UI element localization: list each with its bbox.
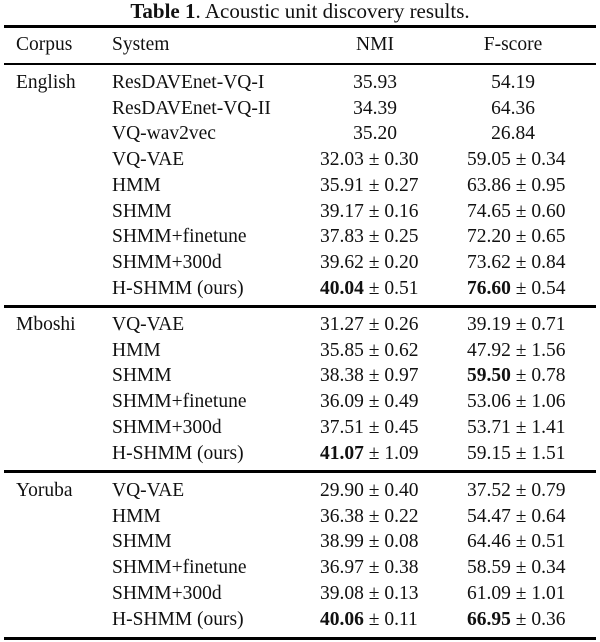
fscore-std: ± 0.84 [510, 251, 566, 273]
fscore-std: ± 1.06 [510, 391, 566, 413]
table-row [0, 607, 600, 633]
nmi-std: ± 0.40 [363, 480, 419, 501]
system-name: VQ-wav2vec [112, 123, 216, 145]
system-name: SHMM+finetune [112, 391, 247, 413]
table-row [0, 312, 600, 338]
table-row [0, 173, 600, 199]
system-name: HMM [112, 174, 161, 196]
nmi-std: ± 0.45 [363, 416, 419, 438]
fscore-mean: 54.47 [467, 505, 511, 527]
table-row [0, 96, 600, 122]
system-name: HMM [112, 505, 161, 527]
fscore-mean: 76.60 [467, 277, 511, 299]
fscore-mean: 47.92 [467, 339, 511, 361]
header-rule [4, 63, 596, 65]
fscore-value [467, 415, 600, 441]
fscore-value [467, 312, 600, 338]
corpus-label: English [16, 72, 76, 93]
table-header [0, 32, 600, 58]
fscore-mean: 37.52 [467, 480, 511, 501]
nmi-std: ± 0.38 [363, 557, 419, 579]
table-row [0, 581, 600, 607]
system-name: H-SHMM (ours) [112, 442, 244, 464]
system-name: SHMM [112, 531, 172, 553]
system-name: SHMM+finetune [112, 557, 247, 579]
group-rule [4, 470, 596, 473]
table-row [0, 250, 600, 276]
nmi-std: ± 0.26 [363, 314, 419, 335]
fscore-value [418, 70, 600, 96]
group-rule [4, 305, 596, 308]
nmi-std: ± 0.11 [363, 608, 418, 630]
table-row [0, 199, 600, 225]
fscore-value [467, 276, 600, 302]
fscore-std: ± 0.54 [510, 277, 566, 299]
nmi-mean: 35.20 [353, 123, 397, 145]
system-name: ResDAVEnet-VQ-I [112, 72, 265, 93]
fscore-mean: 66.95 [467, 608, 511, 630]
table-row [0, 276, 600, 302]
nmi-mean: 35.93 [353, 72, 397, 93]
table-caption [0, 0, 600, 22]
fscore-mean: 26.84 [491, 123, 535, 145]
system-name: SHMM+300d [112, 416, 222, 438]
fscore-value [467, 250, 600, 276]
nmi-std: ± 0.08 [363, 531, 419, 553]
table-row [0, 389, 600, 415]
fscore-std: ± 1.51 [510, 442, 566, 464]
table-row [0, 529, 600, 555]
table-row [0, 70, 600, 96]
nmi-mean: 35.91 [320, 174, 364, 196]
fscore-std: ± 1.41 [510, 416, 566, 438]
header-corpus: Corpus [16, 34, 73, 55]
system-name: H-SHMM (ours) [112, 608, 244, 630]
fscore-value [467, 173, 600, 199]
fscore-std: ± 0.71 [510, 314, 566, 335]
table-row [0, 555, 600, 581]
fscore-mean: 59.05 [467, 149, 511, 171]
fscore-value [467, 338, 600, 364]
fscore-value [467, 441, 600, 467]
fscore-mean: 63.86 [467, 174, 511, 196]
nmi-std: ± 0.13 [363, 582, 419, 604]
fscore-value [467, 147, 600, 173]
table-caption-label: Table 1 [130, 0, 196, 23]
nmi-mean: 36.09 [320, 391, 364, 413]
nmi-std: ± 0.22 [363, 505, 419, 527]
fscore-std: ± 0.65 [510, 226, 566, 248]
table-row [0, 478, 600, 504]
header-nmi: NMI [356, 34, 394, 55]
fscore-std: ± 0.79 [510, 480, 566, 501]
fscore-value [418, 96, 600, 122]
fscore-std: ± 1.01 [510, 582, 566, 604]
fscore-value [467, 581, 600, 607]
fscore-value [467, 555, 600, 581]
system-name: SHMM+finetune [112, 226, 247, 248]
corpus-label: Mboshi [16, 314, 76, 335]
fscore-mean: 53.71 [467, 416, 511, 438]
fscore-mean: 64.36 [491, 97, 535, 119]
fscore-mean: 39.19 [467, 314, 511, 335]
nmi-std: ± 0.49 [363, 391, 419, 413]
system-name: SHMM+300d [112, 582, 222, 604]
fscore-value [467, 607, 600, 633]
corpus-label: Yoruba [16, 480, 73, 501]
nmi-std: ± 0.20 [363, 251, 419, 273]
nmi-mean: 34.39 [353, 97, 397, 119]
table-row [0, 441, 600, 467]
nmi-mean: 31.27 [320, 314, 364, 335]
fscore-std: ± 0.95 [510, 174, 566, 196]
fscore-value [467, 504, 600, 530]
fscore-mean: 74.65 [467, 200, 511, 222]
system-name: SHMM [112, 200, 172, 222]
nmi-std: ± 0.27 [363, 174, 419, 196]
fscore-mean: 73.62 [467, 251, 511, 273]
fscore-mean: 53.06 [467, 391, 511, 413]
system-name: SHMM+300d [112, 251, 222, 273]
fscore-mean: 58.59 [467, 557, 511, 579]
nmi-std: ± 1.09 [363, 442, 419, 464]
nmi-mean: 29.90 [320, 480, 364, 501]
table-row [0, 224, 600, 250]
fscore-value [467, 529, 600, 555]
nmi-std: ± 0.51 [363, 277, 419, 299]
fscore-std: ± 0.78 [510, 365, 566, 387]
system-name: SHMM [112, 365, 172, 387]
nmi-mean: 32.03 [320, 149, 364, 171]
nmi-mean: 40.04 [320, 277, 364, 299]
nmi-std: ± 0.30 [363, 149, 419, 171]
nmi-std: ± 0.16 [363, 200, 419, 222]
fscore-value [467, 478, 600, 504]
fscore-mean: 61.09 [467, 582, 511, 604]
table-caption-text: . Acoustic unit discovery results. [195, 0, 470, 23]
nmi-mean: 37.83 [320, 226, 364, 248]
system-name: VQ-VAE [112, 314, 185, 335]
nmi-mean: 39.62 [320, 251, 364, 273]
nmi-mean: 41.07 [320, 442, 364, 464]
bottom-rule [4, 637, 596, 640]
fscore-value [418, 121, 600, 147]
fscore-std: ± 0.60 [510, 200, 566, 222]
system-name: VQ-VAE [112, 149, 185, 171]
table-row [0, 338, 600, 364]
fscore-std: ± 0.36 [510, 608, 566, 630]
header-fscore: F-score [483, 34, 543, 55]
nmi-mean: 35.85 [320, 339, 364, 361]
fscore-std: ± 0.34 [510, 149, 566, 171]
nmi-std: ± 0.62 [363, 339, 419, 361]
nmi-mean: 39.08 [320, 582, 364, 604]
nmi-mean: 36.38 [320, 505, 364, 527]
fscore-value [467, 224, 600, 250]
fscore-value [467, 389, 600, 415]
header-system: System [112, 34, 170, 55]
table-row [0, 147, 600, 173]
fscore-mean: 59.50 [467, 365, 511, 387]
top-rule [4, 25, 596, 28]
table-row [0, 504, 600, 530]
fscore-std: ± 0.64 [510, 505, 566, 527]
table-row [0, 415, 600, 441]
fscore-mean: 64.46 [467, 531, 511, 553]
fscore-mean: 54.19 [491, 72, 535, 93]
system-name: HMM [112, 339, 161, 361]
system-name: VQ-VAE [112, 480, 185, 501]
nmi-std: ± 0.25 [363, 226, 419, 248]
fscore-std: ± 1.56 [510, 339, 566, 361]
nmi-mean: 36.97 [320, 557, 364, 579]
nmi-mean: 37.51 [320, 416, 364, 438]
table-row [0, 363, 600, 389]
table-row [0, 121, 600, 147]
nmi-mean: 38.38 [320, 365, 364, 387]
nmi-mean: 39.17 [320, 200, 364, 222]
fscore-std: ± 0.51 [510, 531, 566, 553]
system-name: H-SHMM (ours) [112, 277, 244, 299]
fscore-mean: 59.15 [467, 442, 511, 464]
system-name: ResDAVEnet-VQ-II [112, 97, 271, 119]
fscore-std: ± 0.34 [510, 557, 566, 579]
nmi-std: ± 0.97 [363, 365, 419, 387]
nmi-mean: 38.99 [320, 531, 364, 553]
fscore-mean: 72.20 [467, 226, 511, 248]
fscore-value [467, 199, 600, 225]
nmi-mean: 40.06 [320, 608, 364, 630]
fscore-value [467, 363, 600, 389]
